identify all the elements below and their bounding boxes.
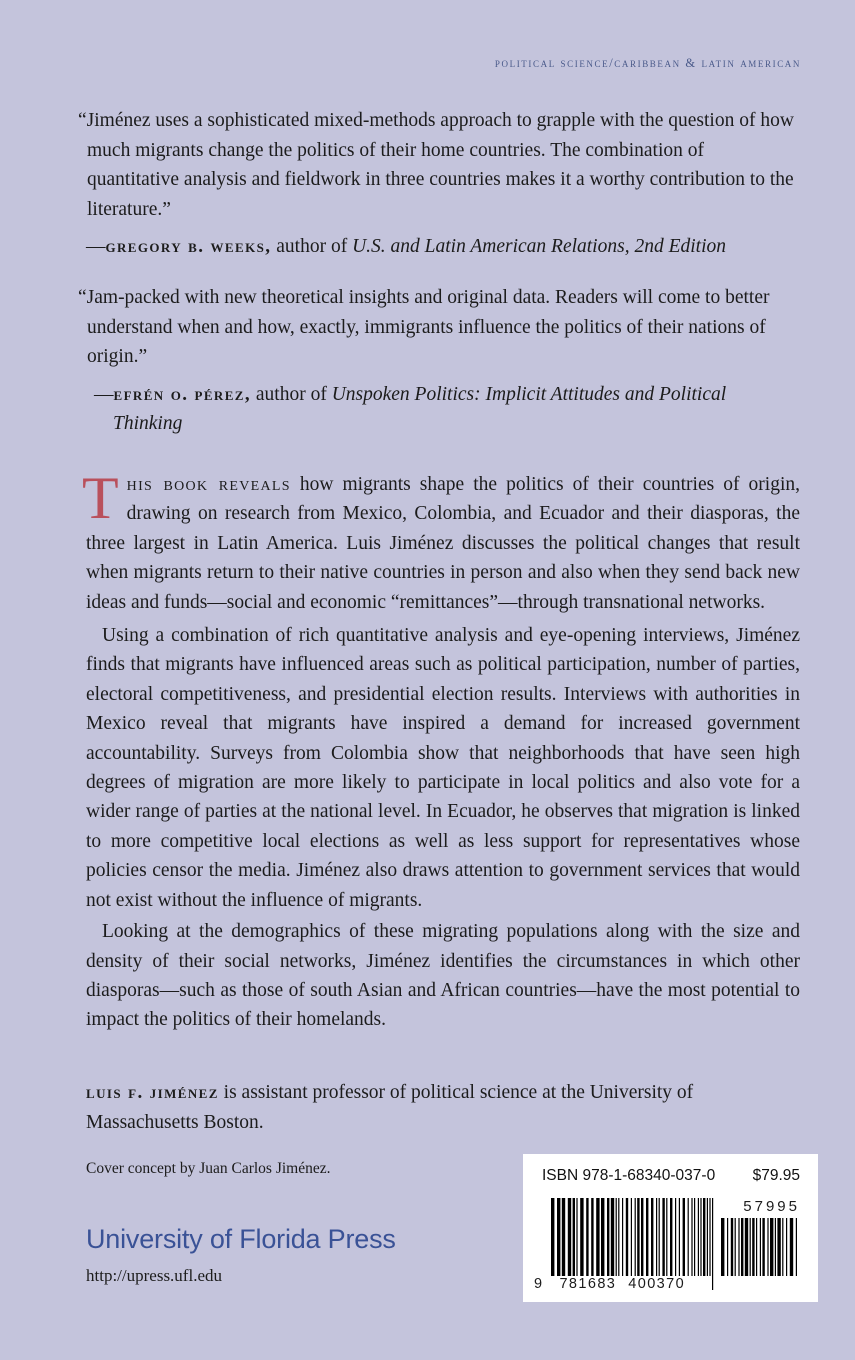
blurb-book-title: Unspoken Politics: Implicit Attitudes and Political Thinking bbox=[113, 383, 727, 434]
price-code: 57995 bbox=[743, 1198, 800, 1215]
price-label: $79.95 bbox=[752, 1167, 800, 1184]
blurb-attribution: —gregory b. weeks, author of U.S. and Latin American Relations, 2nd Edition bbox=[86, 236, 726, 257]
description-paragraph-3: Looking at the demographics of these migrating populations along with the size and density of their social networks, Jiménez identifies the circumstances in which other diasporas—such as those of south Asian and African countries—have the most potential to impact the politics of their homelands. bbox=[86, 921, 800, 1031]
publisher-name: University of Florida Press bbox=[86, 1224, 396, 1254]
blurb-book-title: U.S. and Latin American Relations, 2nd Edition bbox=[352, 236, 726, 257]
blurb-attribution: —efrén o. pérez, author of Unspoken Politics: Implicit Attitudes and Political Thinking bbox=[94, 383, 727, 434]
blurb-quote: “Jiménez uses a sophisticated mixed-methods approach to grapple with the question of how much migrants change the politics of their home countries. The combination of quantitative analysis and fieldwork in three countries makes it a worthy contribution to the literature.” bbox=[78, 110, 794, 220]
category-label: political science/caribbean & latin american bbox=[494, 56, 801, 70]
description-paragraph-1: This book reveals how migrants shape the politics of their countries of origin, drawing on research from Mexico, Colombia, and Ecuador and their diasporas, the three largest in Latin America. Luis Jiménez discusses the political changes that result when migrants return to their native countries in person and also when they send back new ideas and funds—social and economic “remittances”—through transnational networks. bbox=[82, 465, 801, 613]
blurb-author-of: author of bbox=[276, 236, 348, 257]
blurb-2 bbox=[78, 283, 798, 439]
blurb-author-name: efrén o. pérez, bbox=[113, 383, 252, 405]
blurb-1 bbox=[78, 106, 798, 262]
lead-in: his book reveals bbox=[126, 474, 291, 495]
cover-credit: Cover concept by Juan Carlos Jiménez. bbox=[86, 1160, 331, 1177]
barcode-panel bbox=[523, 1154, 818, 1302]
author-bio-name: luis f. jiménez bbox=[86, 1082, 219, 1103]
barcode-price-icon bbox=[720, 1218, 800, 1290]
author-bio-text: is assistant professor of political science at the University of Massachusetts Boston. bbox=[86, 1082, 694, 1133]
publisher-url: http://upress.ufl.edu bbox=[86, 1266, 222, 1285]
blurb-author-of: author of bbox=[255, 383, 327, 405]
blurb-quote: “Jam-packed with new theoretical insights and original data. Readers will come to better understand when and how, exactly, immigrants influence the politics of their nations of origin.” bbox=[78, 287, 770, 367]
author-bio bbox=[86, 1078, 786, 1137]
drop-cap: T bbox=[82, 465, 119, 531]
blurb-author-name: gregory b. weeks, bbox=[105, 236, 272, 257]
book-description bbox=[82, 465, 801, 1035]
description-paragraph-2: Using a combination of rich quantitative analysis and eye-opening interviews, Jiménez finds that migrants have influenced areas such as political participation, number of parties, electoral competitiveness, and presidential election results. Interviews with authorities in Mexico reveal that migrants have inspired a demand for increased government accountability. Surveys from Colombia show that neighborhoods that have seen high degrees of migration are more likely to participate in local politics and also vote for a wider range of parties at the national level. In Ecuador, he observes that migration is linked to more competitive local elections as well as less support for representatives whose policies censor the media. Jiménez also draws attention to government services that would not exist without the influence of migrants. bbox=[86, 625, 800, 911]
barcode-digits: 9 781683 400370 bbox=[534, 1276, 686, 1292]
isbn-label: ISBN 978-1-68340-037-0 bbox=[542, 1167, 716, 1184]
